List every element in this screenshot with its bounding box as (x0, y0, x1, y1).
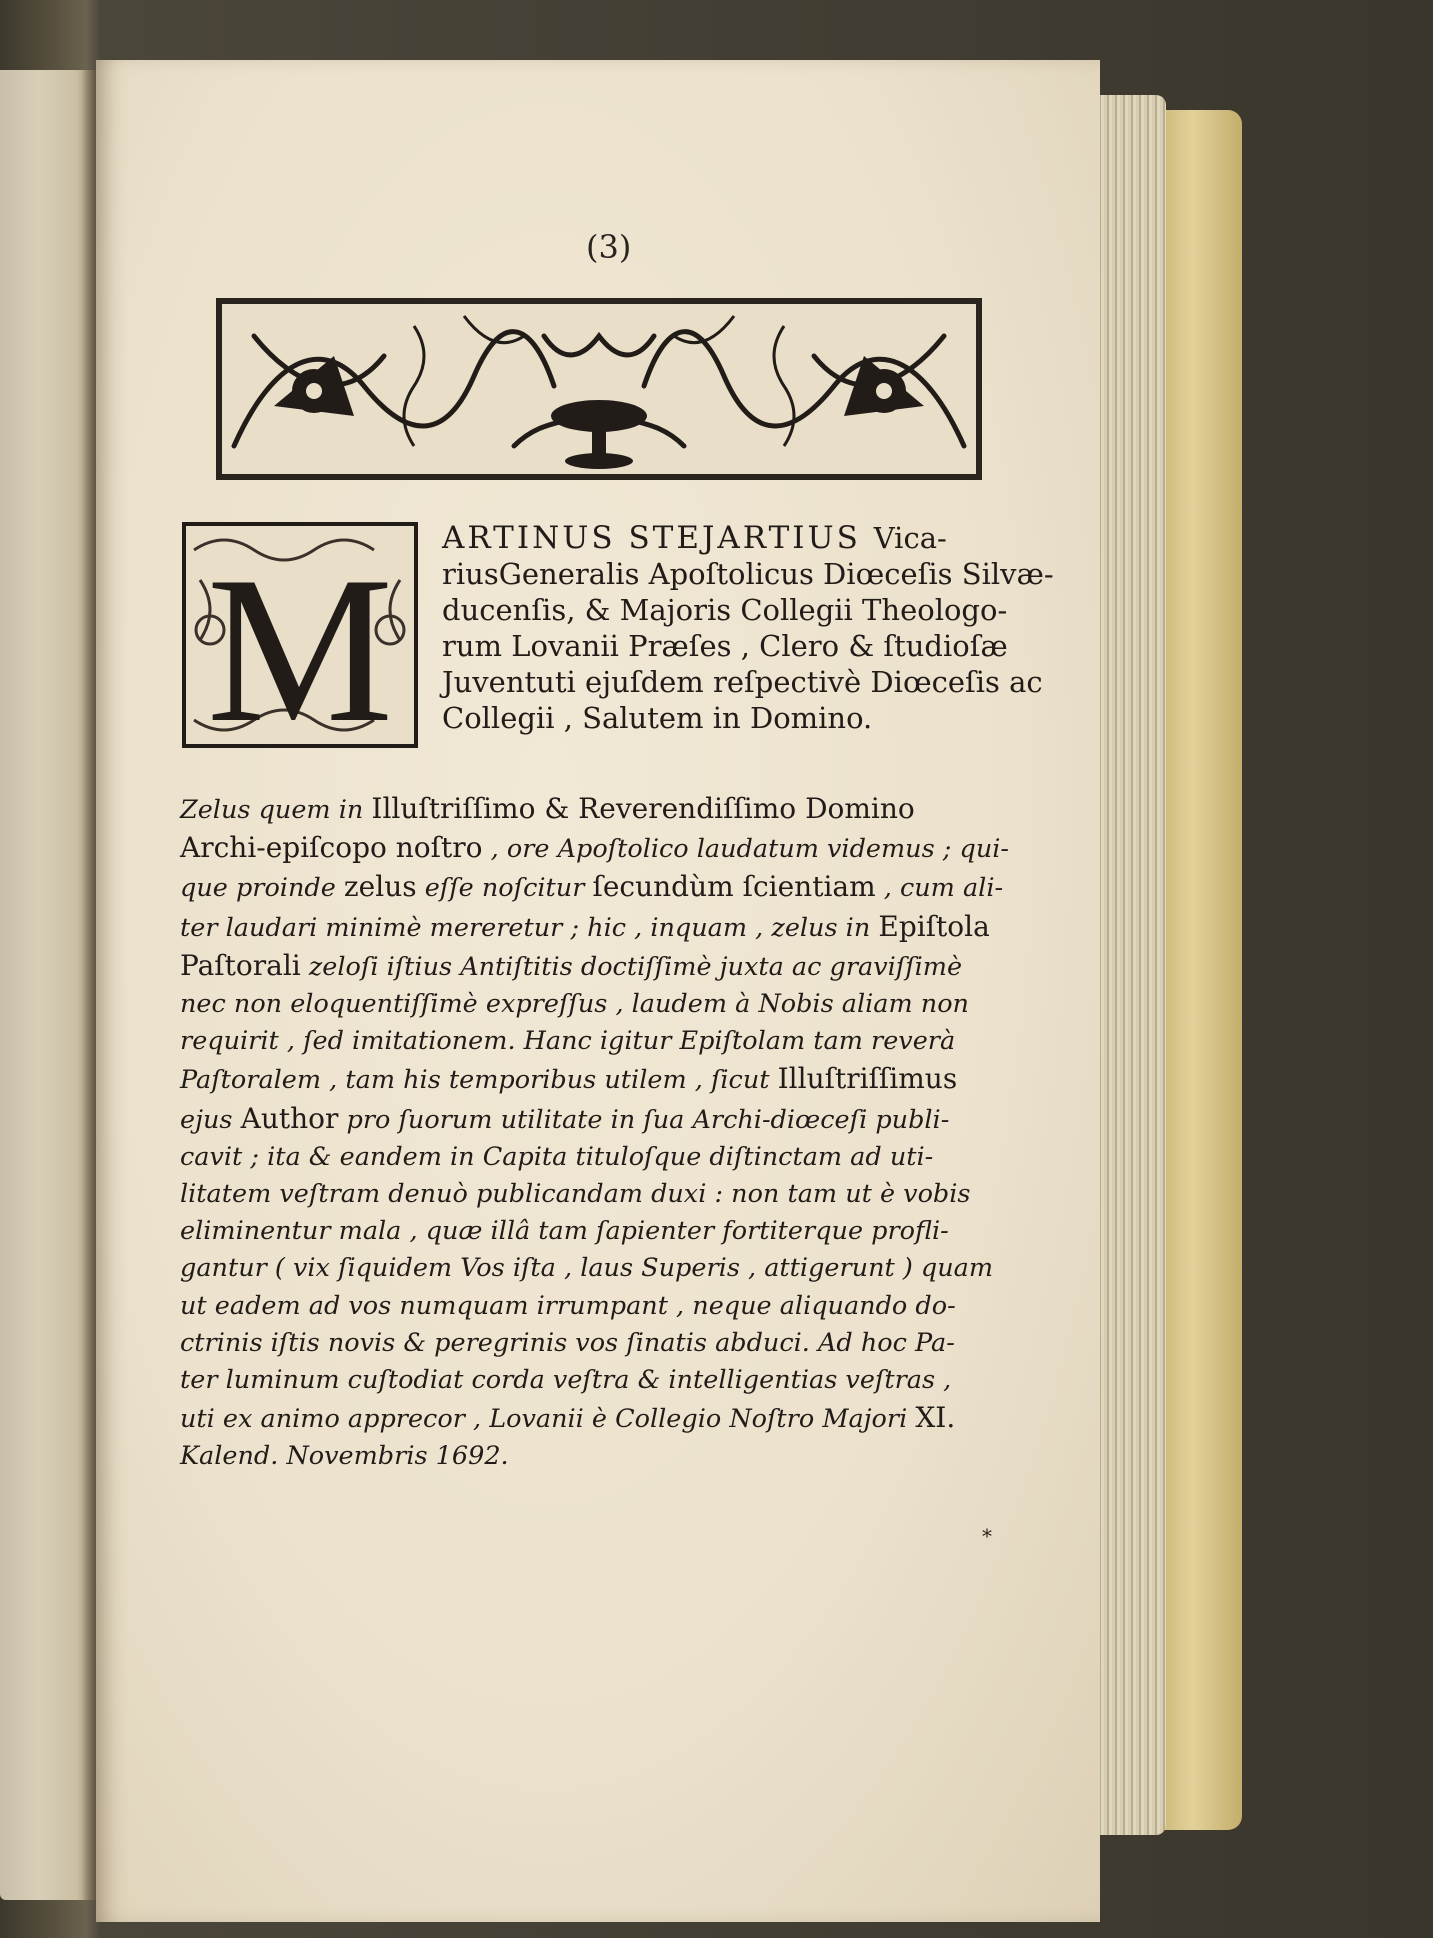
body-line (180, 1325, 1052, 1362)
body-line-segment: que proinde (180, 873, 344, 904)
heading-line-segment: ducenſis, & Majoris Collegii Theologo- (442, 593, 1008, 627)
body-line-segment: ut eadem ad vos numquam irrumpant , neque aliquando do- (180, 1290, 956, 1321)
page-number: (3) (586, 228, 632, 266)
page-stack-edge (1096, 95, 1166, 1835)
body-line-segment: eliminentur mala , quæ illâ tam ſapienter fortiterque profli- (180, 1216, 949, 1247)
body-text (180, 790, 1052, 1476)
heading-line (442, 664, 1052, 700)
body-line-segment: zeloſi iſtius Antiſtitis doctiſſimè juxta ac graviſſimè (300, 951, 963, 982)
body-line (180, 1288, 1052, 1325)
heading-line-segment: riusGeneralis Apoſtolicus Diœceſis Silvæ- (442, 557, 1054, 591)
body-line (180, 790, 1052, 829)
body-line-segment: ctrinis iſtis novis & peregrinis vos ſinatis abduci. Ad hoc Pa- (180, 1327, 955, 1358)
body-line-segment: litatem veſtram denuò publicandam duxi : non tam ut è vobis (180, 1179, 971, 1210)
body-line-segment: ter luminum cuſtodiat corda veſtra & intelligentias veſtras , (180, 1365, 952, 1396)
body-line-segment: requirit , ſed imitationem. Hanc igitur Epiſtolam tam reverà (180, 1026, 956, 1057)
body-line-segment: ejus (180, 1104, 241, 1135)
body-line (180, 1399, 1052, 1438)
signature-mark: ⁎ (982, 1518, 992, 1542)
body-line (180, 1176, 1052, 1213)
heading-line (442, 628, 1052, 664)
body-line-segment: Epiſtola (878, 909, 990, 943)
body-line (180, 947, 1052, 986)
body-line-segment: Zelus quem in (180, 795, 372, 825)
heading-line (442, 592, 1052, 628)
heading-line-segment: Juventuti ejuſdem reſpectivè Diœceſis ac (442, 665, 1043, 699)
heading-line (442, 556, 1052, 592)
body-line-segment: , ore Apoſtolico laudatum videmus ; qui- (482, 834, 1010, 865)
body-line-segment: XI. (915, 1401, 956, 1435)
heading-block (442, 520, 1052, 736)
heading-line-segment: rum Lovanii Præſes , Clero & ſtudioſæ (442, 629, 1008, 663)
body-line (180, 1362, 1052, 1399)
body-line (180, 986, 1052, 1023)
heading-line-segment: Collegii , Salutem in Domino. (442, 701, 873, 735)
body-line (180, 908, 1052, 947)
body-line-segment: cavit ; ita & eandem in Capita tituloſque diſtinctam ad uti- (180, 1141, 934, 1172)
body-line-segment: Illuſtriſſimus (777, 1062, 958, 1096)
woodcut-headpiece-ornament (214, 296, 984, 482)
body-line (180, 868, 1052, 907)
body-line-segment: nec non eloquentiſſimè expreſſus , laudem à Nobis aliam non (180, 989, 969, 1020)
body-line-segment: zelus (343, 870, 417, 904)
decorated-initial-m (180, 520, 420, 750)
body-line-segment: , cum ali- (875, 873, 1004, 904)
body-line-segment: gantur ( vix ſiquidem Vos iſta , laus Superis , attigerunt ) quam (180, 1253, 994, 1284)
body-line (180, 1213, 1052, 1250)
body-line (180, 1023, 1052, 1060)
body-line-segment: Author (240, 1101, 339, 1135)
body-line-segment: uti ex animo apprecor , Lovanii è Collegio Noſtro Majori (180, 1404, 916, 1435)
body-line-segment: ter laudari minimè mereretur ; hic , inquam , zelus in (180, 912, 879, 943)
heading-line (442, 520, 1052, 556)
body-line-segment: ſecundùm ſcientiam (592, 870, 876, 904)
body-line-segment: eſſe noſcitur (416, 873, 593, 904)
body-line-segment: Paſtorali (180, 948, 301, 982)
body-line (180, 1139, 1052, 1176)
body-line-segment: Paſtoralem , tam his temporibus utilem , ſicut (180, 1065, 778, 1096)
body-line (180, 1100, 1052, 1139)
svg-text:M: M (206, 534, 394, 750)
body-line-segment: pro ſuorum utilitate in ſua Archi-diœceſi publi- (338, 1104, 950, 1135)
body-line-segment: Illuſtriſſimo & Reverendiſſimo Domino (371, 792, 915, 825)
heading-line (442, 700, 1052, 736)
cover-board-edge (1160, 110, 1242, 1830)
body-line (180, 1438, 1052, 1475)
body-line (180, 829, 1052, 868)
body-line (180, 1060, 1052, 1099)
body-line (180, 1250, 1052, 1287)
body-line-segment: Kalend. Novembris 1692. (180, 1441, 509, 1472)
facing-page-edge (0, 70, 96, 1900)
body-line-segment: Archi-epiſcopo noſtro (180, 831, 483, 865)
heading-line-segment: Vica- (873, 521, 947, 555)
heading-line-segment: ARTINUS STEJARTIUS (442, 520, 874, 556)
